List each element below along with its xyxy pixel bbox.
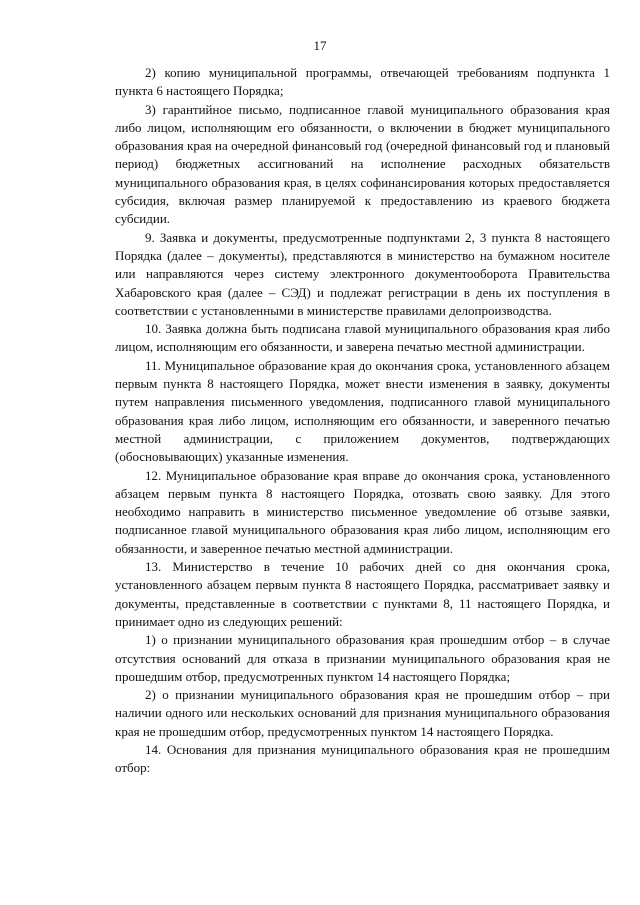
paragraph-3-guarantee-letter: 3) гарантийное письмо, подписанное главой муниципального образования края либо лицом, исполняющим его обязанности, о включении в бюджет муниципального образования края на очередной финансовый год (очередной финансовый год и плановый период) бюджетных ассигнований на исполнение расходных обязательств муниципального образования края, в целях софинансирования которых предоставляется субсидия, включая размер планируемой к предоставлению из краевого бюджета субсидии. [115, 101, 610, 227]
paragraph-14-rejection-grounds: 14. Основания для признания муниципального образования края не прошедшим отбор: [115, 741, 610, 776]
paragraph-9-application-submission: 9. Заявка и документы, предусмотренные подпунктами 2, 3 пункта 8 настоящего Порядка (далее – документы), представляются в министерство на бумажном носителе или направляются через систему электронного документооборота Правительства Хабаровского края (далее – СЭД) и подлежат регистрации в день их поступления в соответствии с установленными в министерстве правилами делопроизводства. [115, 229, 610, 318]
document-body [115, 64, 610, 778]
paragraph-11-application-changes: 11. Муниципальное образование края до окончания срока, установленного абзацем первым пункта 8 настоящего Порядка, может внести изменения в заявку, документы путем направления письменного уведомления, подписанного главой муниципального образования края либо лицом, исполняющим его обязанности, и заверенного печатью местной администрации, с приложением документов, подтверждающих (обосновывающих) указанные изменения. [115, 357, 610, 465]
paragraph-10-application-signature: 10. Заявка должна быть подписана главой муниципального образования края либо лицом, исполняющим его обязанности, и заверена печатью местной администрации. [115, 321, 610, 355]
paragraph-12-application-withdrawal: 12. Муниципальное образование края вправе до окончания срока, установленного абзацем первым пункта 8 настоящего Порядка, отозвать свою заявку. Для этого необходимо направить в министерство письменное уведомление об отзыве заявки, подписанное главой муниципального образования края либо лицом, исполняющим его обязанности, и заверенное печатью местной администрации. [115, 467, 610, 556]
paragraph-13-ministry-review: 13. Министерство в течение 10 рабочих дней со дня окончания срока, установленного абзацем первым пункта 8 настоящего Порядка, рассматривает заявку и документы, представленные в соответствии с пунктами 8, 11 настоящего Порядка, и принимает одно из следующих решений: [115, 559, 610, 629]
decision-1-passed-selection: 1) о признании муниципального образования края прошедшим отбор – в случае отсутствия оснований для отказа в признании муниципального образования края не прошедшим отбор, предусмотренных пунктом 14 настоящего Порядка; [115, 632, 610, 684]
paragraph-2-program-copy: 2) копию муниципальной программы, отвечающей требованиям подпункта 1 пункта 6 настоящего Порядка; [115, 65, 610, 99]
decision-2-not-passed-selection: 2) о признании муниципального образования края не прошедшим отбор – при наличии одного или нескольких оснований для признания муниципального образования края не прошедшим отбор, предусмотренных пунктом 14 настоящего Порядка. [115, 687, 610, 739]
page-number: 17 [313, 38, 327, 53]
